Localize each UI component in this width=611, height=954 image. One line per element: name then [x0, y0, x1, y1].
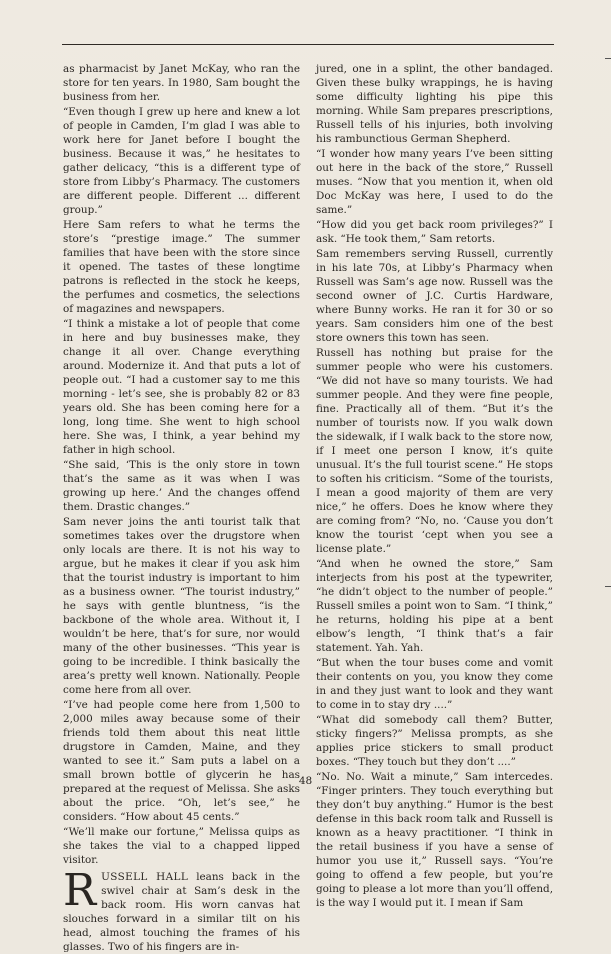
paragraph: “Even though I grew up here and knew a lot of people in Camden, I’m glad I was able to work here for Janet before I bought the business. Because it was,” he hesitates to gather delicacy, “this is a different type of store from Libby’s Pharmacy. The customers are different people. Different ... different group.”: [63, 106, 300, 216]
paragraph: “She said, ‘This is the only store in town that’s the same as it was when I was growing up here.’ And the changes offend them. Drastic changes.”: [63, 459, 300, 513]
paragraph: Here Sam refers to what he terms the store’s “prestige image.” The summer families that have been with the store since it opened. The tastes of these longtime patrons is reflected in the stock he keeps, the perfumes and cosmetics, the selections of magazines and newspapers.: [63, 219, 300, 315]
drop-cap-letter: R: [63, 865, 97, 916]
paragraph: Sam remembers serving Russell, currently in his late 70s, at Libby’s Pharmacy when Russell was Sam’s age now. Russell was the second owner of J.C. Curtis Hardware, where Bunny works. He ran it for 30 or so years. Sam considers him one of the best store owners this town has seen.: [316, 248, 553, 344]
left-column: [63, 62, 300, 954]
paragraph: jured, one in a splint, the other bandaged. Given these bulky wrappings, he is having some difficulty lighting his pipe this morning. While Sam prepares prescriptions, Russell tells of his injuries, both involving his rambunctious German Shepherd.: [316, 63, 553, 145]
paragraph: “We’ll make our fortune,” Melissa quips as she takes the vial to a chapped lipped visitor.: [63, 826, 300, 866]
paragraph: as pharmacist by Janet McKay, who ran the store for ten years. In 1980, Sam bought the business from her.: [63, 63, 300, 103]
paragraph: “I wonder how many years I’ve been sitting out here in the back of the store,” Russell muses. “Now that you mention it, when old Doc McKay was here, I used to do the same.”: [316, 148, 553, 216]
paragraph: Russell has nothing but praise for the summer people who were his customers. “We did not have so many tourists. We had summer people. And they were fine people, fine. Practically all of them. “But it’s the number of tourists now. If you walk down the sidewalk, if I walk back to the store now, if I meet one person I know, it’s quite unusual. It’s the full tourist scene.” He stops to soften his criticism. “Some of the tourists, I mean a good majority of them are very nice,” he offers. Does he know where they are coming from? “No, no. ‘Cause you don’t know the tourist ‘cept when you see a license plate.”: [316, 347, 553, 555]
paragraph: “What did somebody call them? Butter, sticky fingers?” Melissa prompts, as she applies price stickers to small product boxes. “They touch but they don’t ....”: [316, 714, 553, 768]
page-number: 48: [298, 775, 313, 787]
paragraph: “No. No. Wait a minute,” Sam intercedes. “Finger printers. They touch everything but they don’t buy anything.” Humor is the best defense in this back room talk and Russell is known as a heavy practitioner. “I think in the retail business if you have a sense of humor you use it,” Russell says. “You’re going to offend a few people, but you’re going to please a lot more than you’ll offend, is the way I would put it. I mean if Sam: [316, 771, 553, 909]
edge-tick: [605, 58, 611, 59]
paragraph-text: leans back in the swivel chair at Sam’s desk in the back room. His worn canvas hat slouches forward in a similar tilt on his head, almost touching the frames of his glasses. Two of his fingers are in-: [63, 871, 301, 953]
edge-tick: [605, 586, 611, 587]
dropcap-paragraph: [63, 865, 301, 954]
paragraph: “How did you get back room privileges?” I ask. “He took them,” Sam retorts.: [316, 219, 553, 245]
paragraph: “But when the tour buses come and vomit their contents on you, you know they come in and they just want to look and they want to come in to stay dry ....”: [316, 657, 553, 711]
paragraph: “I think a mistake a lot of people that come in here and buy businesses make, they change it all over. Change everything around. Modernize it. And that puts a lot of people out. “I had a customer say to me this morning - let’s see, she is probably 82 or 83 years old. She has been coming here for a long, long time. She went to high school here. She was, I think, a year behind my father in high school.: [63, 318, 300, 456]
paragraph: “I’ve had people come here from 1,500 to 2,000 miles away because some of their friends told them about this neat little drugstore in Camden, Maine, and they wanted to see it.” Sam puts a label on a small brown bottle of glycerin he has prepared at the request of Melissa. She asks about the price. “Oh, let’s see,” he considers. “How about 45 cents.”: [63, 699, 300, 823]
paragraph: “And when he owned the store,” Sam interjects from his post at the typewriter, “he didn’t object to the number of people.” Russell smiles a point won to Sam. “I think,” he returns, holding his pipe at a bent elbow’s length, “I think that’s a fair statement. Yah. Yah.: [316, 558, 553, 654]
header-rule: [62, 44, 554, 45]
paragraph: Sam never joins the anti tourist talk that sometimes takes over the drugstore when only locals are there. It is not his way to argue, but he makes it clear if you ask him that the tourist industry is important to him as a business owner. “The tourist industry,” he says with gentle bluntness, “is the backbone of the whole area. Without it, I wouldn’t be here, that’s for sure, nor would many of the other businesses. “This year is going to be incredible. I think basically the area’s pretty well known. Nationally. People come here from all over.: [63, 516, 300, 696]
lead-in-text: USSELL HALL: [101, 871, 189, 883]
